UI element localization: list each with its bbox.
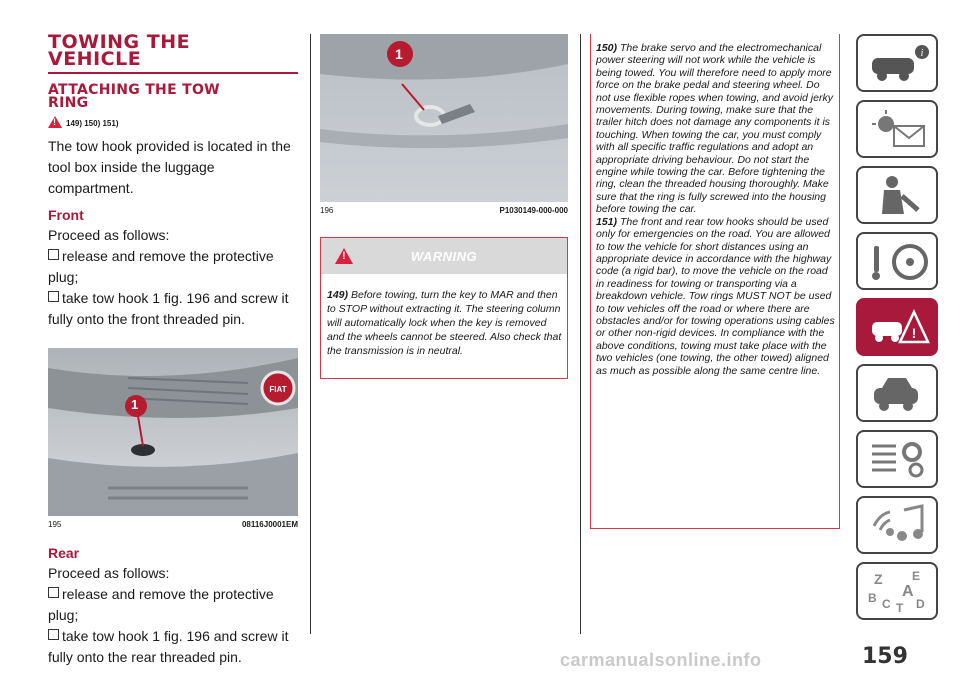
figure-195-number: 195 — [48, 520, 62, 529]
figure-196-code: P1030149-000-000 — [499, 206, 568, 215]
warning-continued-box — [590, 34, 840, 529]
warning-151-number: 151) — [596, 215, 618, 228]
checkbox-icon — [48, 291, 59, 302]
front-step-2: take tow hook 1 fig. 196 and screw it fully onto the front threaded pin. — [48, 290, 289, 327]
warning-151-text: The front and rear tow hooks should be used only for emergencies on the road. You are allowed to tow the vehicle for short distances using an appropriate device in accordance with the highway code (a rigid bar), to move the vehicle on the road in readiness for towing or transporting via a breakdown vehicle. Tow rings MUST NOT be used to tow vehicles off the road or where there are obstacles and/or for towing operations using cables or other non-rigid devices. In compliance with the above conditions, towing must take place with the two vehicles (one towing, the other towed) aligned as much as possible along the same centre line. — [596, 215, 835, 377]
front-lead: Proceed as follows: — [48, 227, 170, 243]
middle-column — [320, 0, 568, 379]
warning-item-151 — [591, 216, 839, 377]
warning-box — [320, 237, 568, 379]
subsection-title: ATTACHING THE TOW RING — [48, 82, 220, 111]
lights-warning-icon — [868, 108, 930, 150]
front-step-1: release and remove the protective plug; — [48, 248, 274, 285]
rear-step-1: release and remove the protective plug; — [48, 586, 274, 623]
svg-text:!: ! — [911, 325, 917, 341]
front-heading: Front — [48, 207, 84, 223]
maintenance-icon — [868, 372, 930, 414]
multimedia-icon — [868, 504, 930, 546]
left-column — [48, 0, 298, 668]
svg-text:B: B — [868, 591, 877, 605]
watermark: carmanualsonline.info — [560, 650, 762, 670]
figure-196-image — [320, 34, 568, 202]
column-divider — [310, 34, 311, 634]
column-divider — [580, 34, 581, 634]
warning-item-150 — [591, 34, 839, 216]
warning-149-text: Before towing, turn the key to MAR and then to STOP without extracting it. The steering column will automatically lock when the key is removed and the wheels cannot be steered. Also check that the transmission is in neutral. — [327, 289, 562, 357]
svg-text:C: C — [882, 597, 891, 611]
warning-reference — [48, 116, 298, 128]
warning-title: WARNING — [410, 248, 478, 264]
warning-item-149 — [321, 274, 567, 366]
chapter-tabs — [856, 34, 940, 628]
tab-car-info[interactable] — [856, 34, 938, 92]
intro-text: The tow hook provided is located in the tool box inside the luggage compartment. — [48, 138, 291, 196]
safety-icon — [868, 174, 930, 216]
section-title: TOWING THE VEHICLE — [48, 31, 191, 70]
page-number: 159 — [862, 644, 908, 669]
index-icon — [868, 570, 930, 612]
warning-triangle-icon — [48, 116, 62, 128]
tab-index[interactable] — [856, 562, 938, 620]
svg-text:FIAT: FIAT — [269, 385, 287, 394]
car-info-icon — [868, 42, 930, 84]
figure-196-number: 196 — [320, 206, 334, 215]
figure-196-callout: 1 — [395, 46, 403, 62]
checkbox-icon — [48, 249, 59, 260]
rear-step-2: take tow hook 1 fig. 196 and screw it fully onto the rear threaded pin. — [48, 628, 289, 665]
starting-driving-icon — [868, 240, 930, 282]
figure-195-callout: 1 — [131, 397, 139, 412]
figure-195-code: 08116J0001EM — [241, 520, 298, 529]
rear-lead: Proceed as follows: — [48, 565, 170, 581]
emergency-icon — [868, 306, 930, 348]
technical-data-icon — [868, 438, 930, 480]
warning-ref-text: 149) 150) 151) — [66, 119, 119, 128]
tab-safety[interactable] — [856, 166, 938, 224]
warning-150-number: 150) — [596, 42, 618, 54]
warning-150-text: The brake servo and the electromechanical power steering will not work while the vehicle is being towed. You will therefore need to apply more force on the brake pedal and steering wheel. Do not use flexible ropes when towing, and avoid jerky movements. During towing, make sure that the trailer hitch does not damage any components it is touching. When towing the car, you must comply with all specific traffic regulations and adopt an appropriate driving behaviour. Do not start the engine while towing the car. Before tightening the ring, clean the threaded housing thoroughly. Make sure that the ring is fully screwed into the housing before towing the car. — [596, 42, 833, 216]
svg-text:E: E — [912, 570, 921, 583]
svg-text:D: D — [916, 597, 925, 611]
figure-196-caption — [320, 206, 568, 215]
tab-multimedia[interactable] — [856, 496, 938, 554]
checkbox-icon — [48, 587, 59, 598]
tab-maintenance[interactable] — [856, 364, 938, 422]
figure-195-caption — [48, 520, 298, 529]
tab-emergency[interactable] — [856, 298, 938, 356]
svg-text:A: A — [902, 583, 914, 600]
tab-starting-driving[interactable] — [856, 232, 938, 290]
tab-lights-warnings[interactable] — [856, 100, 938, 158]
svg-text:T: T — [896, 601, 904, 612]
rear-heading: Rear — [48, 545, 80, 561]
svg-text:i: i — [920, 48, 924, 59]
warning-149-number: 149) — [327, 289, 349, 301]
svg-text:Z: Z — [874, 571, 883, 587]
warning-triangle-icon — [335, 248, 353, 264]
checkbox-icon — [48, 629, 59, 640]
figure-195-image — [48, 348, 298, 516]
tab-technical-data[interactable] — [856, 430, 938, 488]
warning-header — [321, 238, 567, 274]
